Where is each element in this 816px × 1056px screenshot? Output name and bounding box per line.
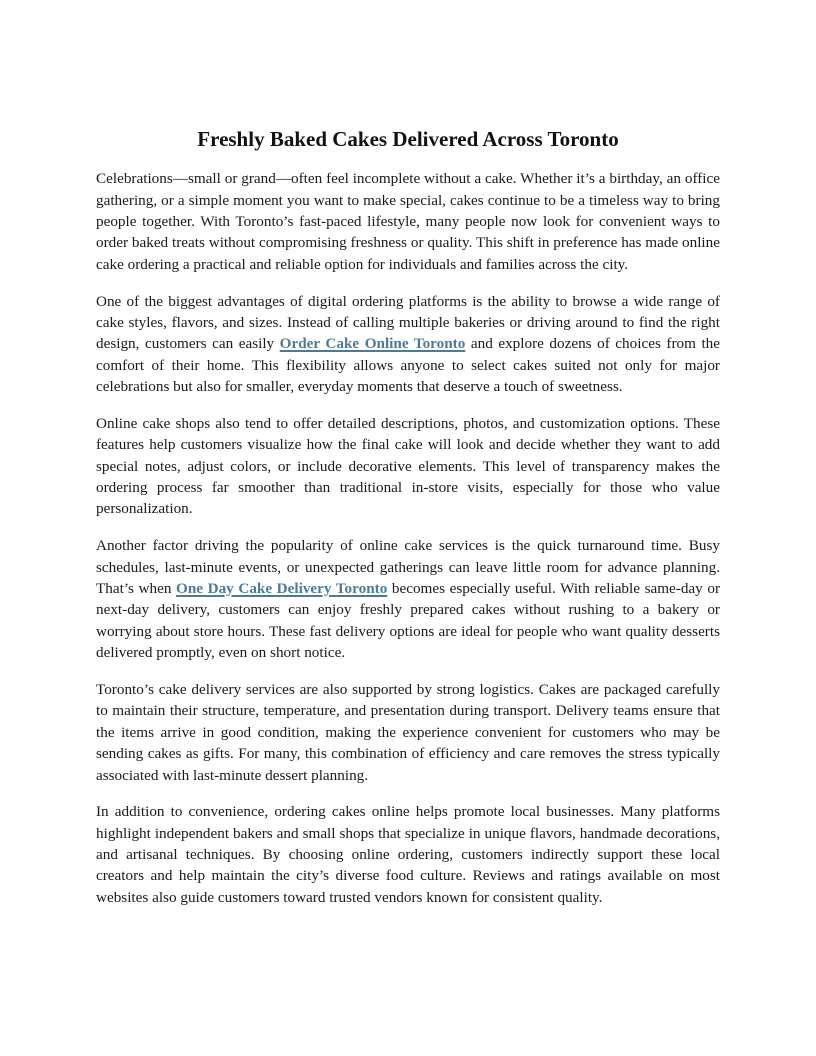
paragraph-text: and explore dozens of choices from the comfort of their home. This flexibility allows anyone to select cakes suited not only for major celebrations but also for smaller, everyday moments that deserve a touch of sweetness.	[96, 335, 720, 396]
paragraph-logistics	[96, 679, 720, 786]
paragraph-text: In addition to convenience, ordering cakes online helps promote local businesses. Many platforms highlight independent bakers and small shops that specialize in unique flavors, handmade decorations, and artisanal techniques. By choosing online ordering, customers indirectly support these local creators and help maintain the city’s diverse food culture. Reviews and ratings available on most websites also guide customers toward trusted vendors known for consistent quality.	[96, 803, 720, 906]
paragraph-customization	[96, 413, 720, 520]
paragraph-text: Celebrations—small or grand—often feel incomplete without a cake. Whether it’s a birthday, an office gathering, or a simple moment you want to make special, cakes continue to be a timeless way to bring people together. With Toronto’s fast-paced lifestyle, many people now look for convenient ways to order baked treats without compromising freshness or quality. This shift in preference has made online cake ordering a practical and reliable option for individuals and families across the city.	[96, 170, 720, 273]
one-day-delivery-link[interactable]: One Day Cake Delivery Toronto	[176, 579, 388, 597]
order-cake-online-link[interactable]: Order Cake Online Toronto	[279, 335, 466, 353]
paragraph-text: One of the biggest advantages of digital ordering platforms is the ability to browse a wide range of cake styles, flavors, and sizes. Instead of calling multiple bakeries or driving around to find the right design, customers can easily	[96, 292, 720, 353]
paragraph-intro	[96, 168, 720, 275]
paragraph-local-business	[96, 801, 720, 908]
paragraph-text: Toronto’s cake delivery services are also supported by strong logistics. Cakes are packaged carefully to maintain their structure, temperature, and presentation during transport. Delivery teams ensure that the items arrive in good condition, making the experience convenient for customers who may be sending cakes as gifts. For many, this combination of efficiency and care removes the stress typically associated with last-minute dessert planning.	[96, 680, 720, 784]
paragraph-advantages	[96, 291, 720, 398]
paragraph-text: becomes especially useful. With reliable same-day or next-day delivery, customers can enjoy freshly prepared cakes without rushing to a bakery or worrying about store hours. These fast delivery options are ideal for people who want quality desserts delivered promptly, even on short notice.	[96, 579, 720, 662]
paragraph-text: Online cake shops also tend to offer detailed descriptions, photos, and customization options. These features help customers visualize how the final cake will look and decide whether they want to add special notes, adjust colors, or include decorative elements. This level of transparency makes the ordering process far smoother than traditional in-store visits, especially for those who value personalization.	[96, 414, 720, 518]
paragraph-turnaround	[96, 535, 720, 663]
document-page	[96, 127, 720, 924]
page-title: Freshly Baked Cakes Delivered Across Toronto	[197, 127, 619, 151]
paragraph-text: Another factor driving the popularity of online cake services is the quick turnaround time. Busy schedules, last-minute events, or unexpected gatherings can leave little room for advance planning. That’s when	[96, 537, 720, 597]
